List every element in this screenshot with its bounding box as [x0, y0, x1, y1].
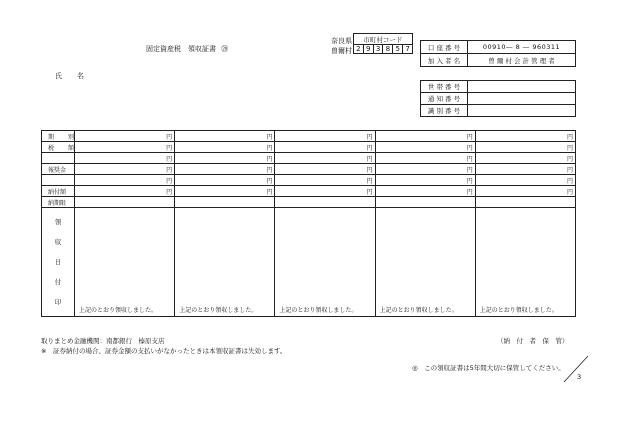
stamp-label-char: 日	[54, 258, 62, 266]
tax-receipt-table	[41, 130, 576, 317]
code-digit: 8	[383, 45, 393, 54]
due-date-cell	[175, 197, 275, 208]
amount-cell: 円	[275, 175, 375, 186]
amount-cell: 円	[375, 153, 475, 164]
tax-receipt-table-body	[42, 131, 576, 317]
amount-cell: 円	[475, 164, 575, 175]
municipality-code-digits	[354, 45, 413, 54]
code-digit: 9	[363, 45, 373, 54]
receipt-text: 上記のとおり領収しました。	[379, 307, 458, 314]
stamp-cell	[375, 208, 475, 317]
stamp-label-char: 付	[54, 278, 62, 286]
title-mark: ⑳	[221, 45, 229, 53]
table-row	[42, 153, 576, 164]
keep-note: （納 付 者 保 管）	[497, 337, 569, 345]
amount-cell: 円	[175, 142, 275, 153]
code-digit: 7	[403, 45, 413, 54]
due-date-cell	[75, 197, 175, 208]
check-note: ※ 証券納付の場合、証券金額の支払いがなかったときは本領収証書は失効します。	[41, 347, 287, 355]
amount-cell: 円	[375, 175, 475, 186]
stamp-label-cell	[42, 208, 75, 317]
household-number-value	[468, 81, 576, 93]
row-label-payment: 納付額	[42, 186, 75, 197]
amount-cell: 円	[275, 186, 375, 197]
stamp-label-char: 印	[54, 298, 62, 306]
household-box	[420, 80, 576, 117]
account-box	[420, 40, 576, 67]
row-label-reward: 報奨金	[42, 164, 75, 175]
amount-cell: 円	[75, 131, 175, 142]
collecting-bank: 取りまとめ金融機関：南都銀行 榛原支店	[41, 337, 165, 345]
amount-cell: 円	[475, 186, 575, 197]
stamp-row	[42, 208, 576, 317]
row-label-blank	[42, 175, 75, 186]
stamp-cell	[475, 208, 575, 317]
name-label: 氏 名	[55, 72, 88, 80]
amount-cell: 円	[475, 175, 575, 186]
table-row	[42, 164, 576, 175]
row-label-due-date: 納期限	[42, 197, 75, 208]
amount-cell: 円	[375, 131, 475, 142]
due-date-cell	[275, 197, 375, 208]
prefecture-label: 奈良県	[331, 37, 352, 45]
retention-note: ◎ この領収証書は5年間大切に保管してください。	[412, 364, 565, 372]
due-date-cell	[375, 197, 475, 208]
due-date-cell	[475, 197, 575, 208]
notice-number-value	[468, 93, 576, 105]
row-label-blank	[42, 153, 75, 164]
stamp-label-char: 領	[54, 218, 62, 226]
town-label: 曽爾村	[331, 47, 352, 55]
amount-cell: 円	[275, 142, 375, 153]
amount-cell: 円	[475, 142, 575, 153]
notice-number-label: 通 知 番 号	[421, 93, 468, 105]
amount-cell: 円	[75, 164, 175, 175]
stamp-cell	[175, 208, 275, 317]
household-number-label: 世 帯 番 号	[421, 81, 468, 93]
table-row	[42, 142, 576, 153]
amount-cell: 円	[475, 153, 575, 164]
receipt-text: 上記のとおり領収しました。	[279, 307, 358, 314]
account-number-label: 口 座 番 号	[421, 41, 468, 54]
amount-cell: 円	[75, 186, 175, 197]
table-row	[42, 131, 576, 142]
receipt-text: 上記のとおり領収しました。	[79, 307, 158, 314]
code-digit: 3	[373, 45, 383, 54]
row-label-tax-amount: 税 額	[42, 142, 75, 153]
table-row	[42, 186, 576, 197]
code-digit: 2	[354, 45, 364, 54]
receipt-text: 上記のとおり領収しました。	[179, 307, 258, 314]
code-digit: 5	[393, 45, 403, 54]
amount-cell: 円	[175, 164, 275, 175]
amount-cell: 円	[375, 186, 475, 197]
stamp-cell	[275, 208, 375, 317]
amount-cell: 円	[375, 164, 475, 175]
page-number: 3	[577, 373, 582, 381]
amount-cell: 円	[275, 153, 375, 164]
account-holder-value: 曽 爾 村 会 計 管 理 者	[468, 54, 576, 67]
receipt-text: 上記のとおり領収しました。	[479, 307, 558, 314]
amount-cell: 円	[175, 131, 275, 142]
account-number-value: 00910― 8 ― 960311	[468, 41, 576, 54]
document-title: 固定資産税 領収証書 ⑳	[146, 45, 229, 53]
municipality-code-box	[353, 33, 413, 54]
table-row	[42, 197, 576, 208]
amount-cell: 円	[75, 153, 175, 164]
account-holder-label: 加 入 者 名	[421, 54, 468, 67]
amount-cell: 円	[275, 164, 375, 175]
amount-cell: 円	[475, 131, 575, 142]
corner-slash	[560, 354, 592, 386]
table-row	[42, 175, 576, 186]
amount-cell: 円	[375, 142, 475, 153]
identification-number-label: 識 別 番 号	[421, 105, 468, 117]
amount-cell: 円	[75, 175, 175, 186]
stamp-cell	[75, 208, 175, 317]
amount-cell: 円	[275, 131, 375, 142]
municipality-code-label: 市町村コード	[354, 34, 413, 45]
amount-cell: 円	[75, 142, 175, 153]
identification-number-value	[468, 105, 576, 117]
stamp-label-char: 収	[54, 238, 62, 246]
amount-cell: 円	[175, 153, 275, 164]
amount-cell: 円	[175, 186, 275, 197]
row-label-period: 期 別	[42, 131, 75, 142]
amount-cell: 円	[175, 175, 275, 186]
